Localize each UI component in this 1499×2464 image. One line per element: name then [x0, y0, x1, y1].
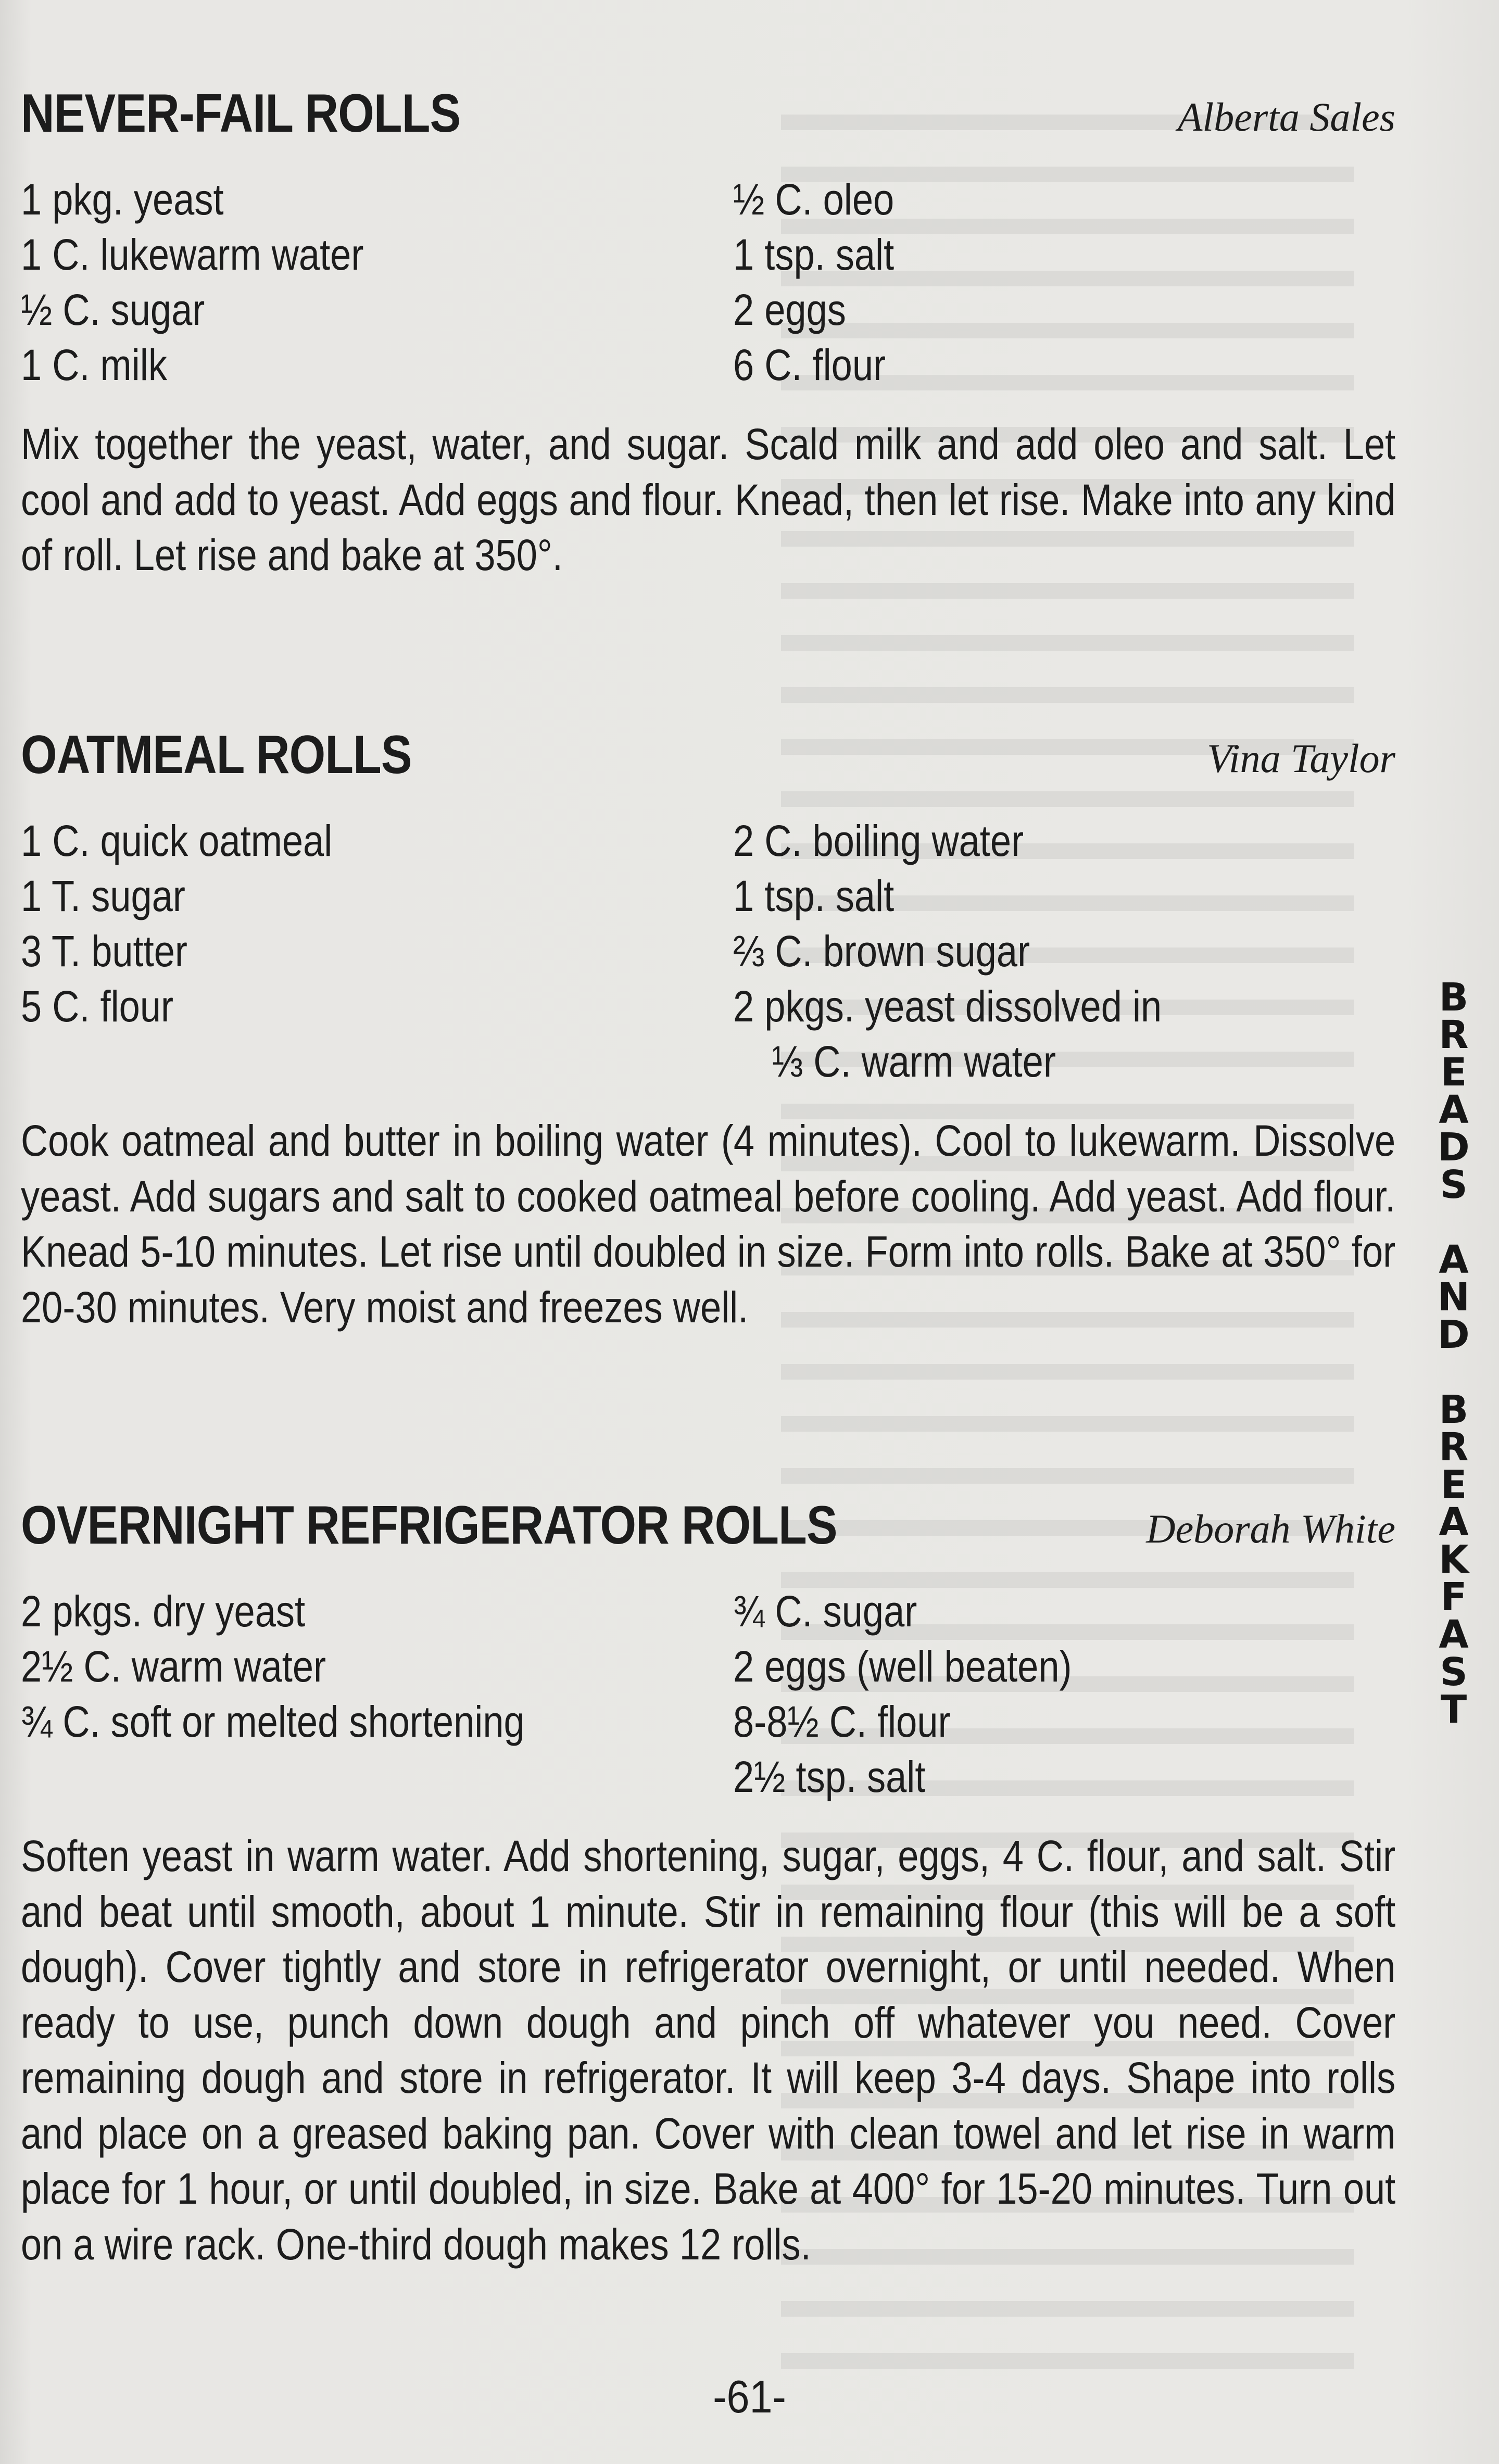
ingredient-column-right	[733, 813, 1395, 1089]
ingredient-item: 8-8½ C. flour	[733, 1697, 951, 1746]
ingredient-item: ⅓ C. warm water	[771, 1037, 1056, 1086]
recipe-author: Vina Taylor	[1207, 736, 1395, 781]
page-number: -61-	[713, 2371, 786, 2422]
section-tab-letter: R	[1439, 1013, 1469, 1057]
section-tab-letter: F	[1440, 1575, 1467, 1620]
section-tab-letter: R	[1439, 1425, 1469, 1470]
section-tab-letter: B	[1439, 975, 1469, 1020]
ingredient-column-right	[733, 1584, 1395, 1804]
ingredient-item: 1 pkg. yeast	[21, 175, 224, 224]
section-tab-letter: E	[1440, 1462, 1467, 1507]
recipe-title: NEVER-FAIL ROLLS	[21, 83, 461, 144]
recipe-header	[21, 1485, 1395, 1556]
section-tab-letter: S	[1440, 1650, 1468, 1695]
recipe-directions: Soften yeast in warm water. Add shortening, sugar, eggs, 4 C. flour, and salt. Stir and beat until smooth, about 1 minute. Stir in remaining flour (this will be a soft dough). Cover tightly and store in refrigerator overnight, or until needed. When ready to use, punch down dough and pinch off whatever you need. Cover remaining dough and store in refrigerator. It will keep 3-4 days. Shape into rolls and place on a greased baking pan. Cover with clean towel and let rise in warm place for 1 hour, or until doubled, in size. Bake at 400° for 15-20 minutes. Turn out on a wire rack. One-third dough makes 12 rolls.	[21, 1831, 1396, 2269]
ingredient-item: 2 eggs (well beaten)	[733, 1642, 1072, 1691]
section-tab-letter: D	[1438, 1125, 1470, 1170]
section-tab-letter: D	[1438, 1312, 1470, 1357]
section-tab-letter: B	[1439, 1387, 1469, 1432]
section-tab-letter: K	[1439, 1537, 1469, 1582]
ingredient-column-left	[21, 172, 733, 393]
ingredient-list	[21, 172, 1395, 393]
recipe-never-fail-rolls	[21, 73, 1395, 583]
recipe-author: Alberta Sales	[1177, 94, 1395, 140]
ingredient-column-left	[21, 1584, 733, 1804]
section-tab-letter: E	[1440, 1050, 1467, 1095]
ingredient-item: 1 C. milk	[21, 340, 167, 389]
section-tab-letter: T	[1440, 1687, 1467, 1732]
ingredient-item: ¾ C. soft or melted shortening	[21, 1697, 525, 1746]
section-tab-letter: N	[1438, 1275, 1470, 1320]
section-tab-letter: S	[1440, 1162, 1468, 1207]
section-tab-letter: A	[1439, 1088, 1469, 1132]
ingredient-item: 2 pkgs. yeast dissolved in	[733, 982, 1162, 1031]
ingredient-item: 2 C. boiling water	[733, 816, 1024, 865]
recipe-author: Deborah White	[1146, 1506, 1395, 1551]
ingredient-item: 1 C. lukewarm water	[21, 230, 364, 279]
ingredient-item: 2½ tsp. salt	[733, 1752, 926, 1801]
recipe-overnight-refrigerator-rolls	[21, 1485, 1395, 2272]
section-tab-gap	[1433, 1354, 1475, 1391]
recipe-header	[21, 714, 1395, 785]
ingredient-item: ⅔ C. brown sugar	[733, 927, 1030, 976]
recipe-title: OATMEAL ROLLS	[21, 725, 412, 785]
ingredient-item: 2 pkgs. dry yeast	[21, 1587, 306, 1636]
ingredient-item: ¾ C. sugar	[733, 1587, 917, 1636]
section-tab-letter: A	[1439, 1612, 1469, 1657]
recipe-directions: Mix together the yeast, water, and sugar. Scald milk and add oleo and salt. Let cool and add to yeast. Add eggs and flour. Knead, then let rise. Make into any kind of roll. Let rise and bake at 350°.	[21, 420, 1396, 579]
section-tab-gap	[1433, 1204, 1475, 1241]
ingredient-item: 2½ C. warm water	[21, 1642, 326, 1691]
ingredient-item: 1 C. quick oatmeal	[21, 816, 333, 865]
ingredient-item: 3 T. butter	[21, 927, 187, 976]
ingredient-item: ½ C. sugar	[21, 285, 205, 334]
ingredient-item: 2 eggs	[733, 285, 846, 334]
ingredient-item: 1 tsp. salt	[733, 871, 895, 920]
ingredient-item: 1 T. sugar	[21, 871, 185, 920]
recipe-header	[21, 73, 1395, 144]
section-tab-breads-and-breakfast	[1433, 975, 1475, 1732]
ingredient-list	[21, 813, 1395, 1089]
recipe-title: OVERNIGHT REFRIGERATOR ROLLS	[21, 1495, 837, 1556]
ingredient-column-right	[733, 172, 1395, 393]
section-tab-letter: A	[1439, 1237, 1469, 1282]
ingredient-item: 6 C. flour	[733, 340, 886, 389]
ingredient-item: 5 C. flour	[21, 982, 174, 1031]
recipe-oatmeal-rolls	[21, 714, 1395, 1335]
ingredient-column-left	[21, 813, 733, 1089]
recipe-directions: Cook oatmeal and butter in boiling water (4 minutes). Cool to lukewarm. Dissolve yeast. Add sugars and salt to cooked oatmeal before cooling. Add yeast. Add flour. Knead 5-10 minutes. Let rise until doubled in size. Form into rolls. Bake at 350° for 20-30 minutes. Very moist and freezes well.	[21, 1116, 1396, 1332]
ingredient-item: 1 tsp. salt	[733, 230, 895, 279]
section-tab-letter: A	[1439, 1500, 1469, 1545]
ingredient-item: ½ C. oleo	[733, 175, 895, 224]
ingredient-list	[21, 1584, 1395, 1804]
